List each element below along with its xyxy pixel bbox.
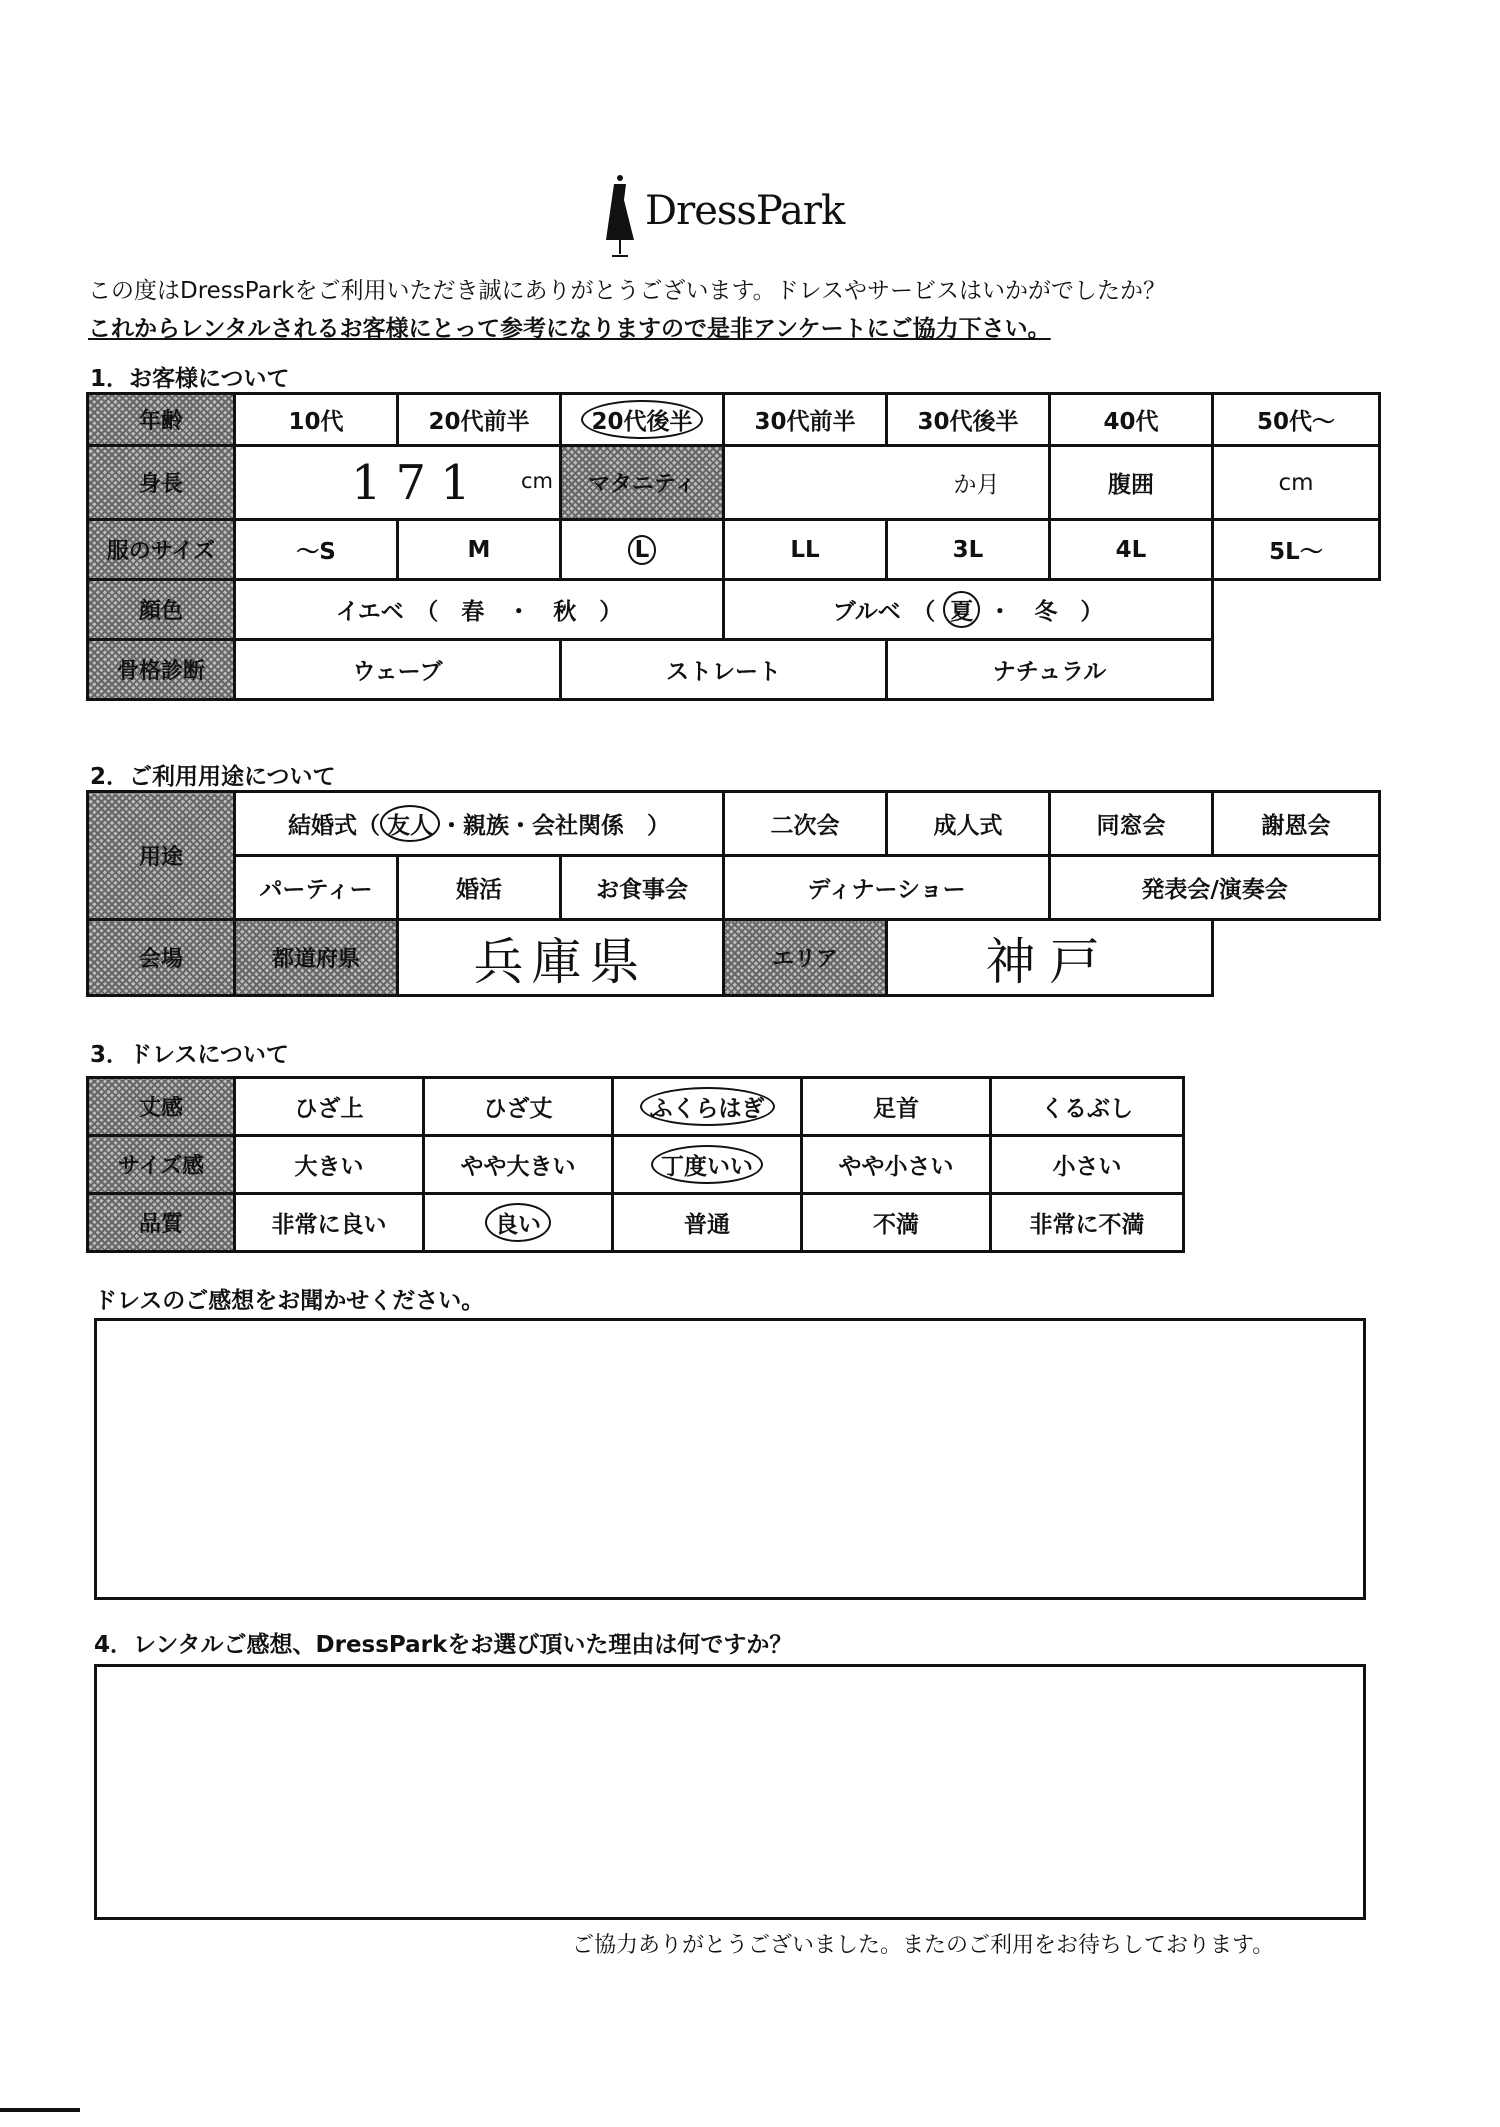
height-label: 身長 bbox=[88, 446, 235, 520]
fit-option[interactable]: やや小さい bbox=[802, 1136, 991, 1194]
purpose-table bbox=[86, 790, 1381, 997]
selection-circle: 20代後半 bbox=[581, 400, 702, 439]
purpose-option[interactable]: 謝恩会 bbox=[1213, 792, 1380, 856]
frame-label: 骨格診断 bbox=[88, 640, 235, 700]
dress-icon bbox=[600, 170, 640, 260]
blue-base-prefix: ブルベ （ bbox=[832, 599, 936, 625]
fit-option[interactable]: やや大きい bbox=[424, 1136, 613, 1194]
height-row bbox=[88, 446, 1380, 520]
fit-row bbox=[88, 1136, 1184, 1194]
venue-row bbox=[88, 920, 1380, 996]
rental-comments-box[interactable] bbox=[94, 1664, 1366, 1920]
intro-line-1: この度はDressParkをご利用いただき誠にありがとうございます。ドレスやサービスはいかがでしたか？ bbox=[88, 278, 1166, 304]
length-option[interactable]: 足首 bbox=[802, 1078, 991, 1136]
customer-table bbox=[86, 392, 1381, 701]
purpose-option[interactable]: お食事会 bbox=[561, 856, 724, 920]
area-field[interactable] bbox=[887, 920, 1213, 996]
area-label: エリア bbox=[724, 920, 887, 996]
size-option[interactable]: ～S bbox=[235, 520, 398, 580]
quality-option[interactable]: 非常に不満 bbox=[991, 1194, 1184, 1252]
yellow-base-option[interactable]: イエベ （ 春 ・ 秋 ） bbox=[235, 580, 724, 640]
selection-circle: 夏 bbox=[943, 591, 980, 628]
age-option[interactable]: 50代～ bbox=[1213, 394, 1380, 446]
age-option[interactable]: 40代 bbox=[1050, 394, 1213, 446]
logo-text: DressPark bbox=[645, 188, 845, 234]
prefecture-field[interactable] bbox=[398, 920, 724, 996]
purpose-label: 用途 bbox=[88, 792, 235, 920]
selection-circle: 友人 bbox=[380, 805, 440, 842]
dress-table bbox=[86, 1076, 1185, 1253]
purpose-option[interactable]: 成人式 bbox=[887, 792, 1050, 856]
length-option[interactable]: ひざ上 bbox=[235, 1078, 424, 1136]
fit-option[interactable]: 小さい bbox=[991, 1136, 1184, 1194]
wedding-option[interactable] bbox=[235, 792, 724, 856]
dresspark-logo bbox=[600, 170, 845, 260]
section-4-title: 4．レンタルご感想、DressParkをお選び頂いた理由は何ですか？ bbox=[94, 1632, 793, 1658]
height-field[interactable] bbox=[235, 446, 561, 520]
size-option[interactable]: 5L～ bbox=[1213, 520, 1380, 580]
age-option[interactable]: 10代 bbox=[235, 394, 398, 446]
fit-option[interactable]: 大きい bbox=[235, 1136, 424, 1194]
size-option[interactable]: LL bbox=[724, 520, 887, 580]
size-option[interactable]: 3L bbox=[887, 520, 1050, 580]
length-row bbox=[88, 1078, 1184, 1136]
maternity-label: マタニティ bbox=[561, 446, 724, 520]
scan-mark bbox=[0, 2108, 80, 2112]
blue-base-option[interactable] bbox=[724, 580, 1213, 640]
purpose-option[interactable]: 婚活 bbox=[398, 856, 561, 920]
quality-label: 品質 bbox=[88, 1194, 235, 1252]
dress-comments-prompt: ドレスのご感想をお聞かせください。 bbox=[94, 1288, 485, 1314]
height-value: 171 bbox=[351, 454, 485, 511]
waist-unit: cm bbox=[1278, 469, 1314, 496]
selection-circle: 良い bbox=[485, 1203, 551, 1242]
area-value: 神戸 bbox=[985, 932, 1114, 991]
frame-option[interactable]: ウェーブ bbox=[235, 640, 561, 700]
age-label: 年齢 bbox=[88, 394, 235, 446]
age-row bbox=[88, 394, 1380, 446]
frame-option[interactable]: ストレート bbox=[561, 640, 887, 700]
selection-circle: 丁度いい bbox=[651, 1145, 763, 1184]
purpose-option[interactable]: ディナーショー bbox=[724, 856, 1050, 920]
size-option-selected[interactable] bbox=[561, 520, 724, 580]
selection-circle: L bbox=[628, 535, 657, 565]
skin-color-row bbox=[88, 580, 1380, 640]
section-2-title: 2．ご利用用途について bbox=[90, 764, 336, 790]
section-1-title: 1．お客様について bbox=[90, 366, 290, 392]
age-option[interactable]: 20代前半 bbox=[398, 394, 561, 446]
length-option[interactable]: くるぶし bbox=[991, 1078, 1184, 1136]
maternity-field[interactable] bbox=[724, 446, 1050, 520]
closing-message: ご協力ありがとうございました。またのご利用をお待ちしております。 bbox=[572, 1933, 1275, 1958]
length-option[interactable]: ひざ丈 bbox=[424, 1078, 613, 1136]
prefecture-label: 都道府県 bbox=[235, 920, 398, 996]
purpose-row-2 bbox=[88, 856, 1380, 920]
age-option[interactable]: 30代前半 bbox=[724, 394, 887, 446]
size-option[interactable]: 4L bbox=[1050, 520, 1213, 580]
prefecture-value: 兵庫県 bbox=[473, 932, 648, 991]
quality-option[interactable]: 非常に良い bbox=[235, 1194, 424, 1252]
purpose-row-1 bbox=[88, 792, 1380, 856]
venue-label: 会場 bbox=[88, 920, 235, 996]
frame-option[interactable]: ナチュラル bbox=[887, 640, 1213, 700]
height-unit: cm bbox=[520, 469, 553, 493]
quality-row bbox=[88, 1194, 1184, 1252]
fit-label: サイズ感 bbox=[88, 1136, 235, 1194]
wedding-suffix: ・親族・会社関係 ） bbox=[440, 813, 670, 839]
waist-field[interactable] bbox=[1213, 446, 1380, 520]
size-label: 服のサイズ bbox=[88, 520, 235, 580]
age-option[interactable]: 30代後半 bbox=[887, 394, 1050, 446]
purpose-option[interactable]: 二次会 bbox=[724, 792, 887, 856]
purpose-option[interactable]: パーティー bbox=[235, 856, 398, 920]
wedding-prefix: 結婚式（ bbox=[288, 813, 380, 839]
length-option-selected[interactable] bbox=[613, 1078, 802, 1136]
intro-line-2: これからレンタルされるお客様にとって参考になりますので是非アンケートにご協力下さい。 bbox=[88, 316, 1051, 342]
size-option[interactable]: M bbox=[398, 520, 561, 580]
frame-row bbox=[88, 640, 1380, 700]
blue-base-suffix: ・ 冬 ） bbox=[988, 599, 1104, 625]
fit-option-selected[interactable] bbox=[613, 1136, 802, 1194]
length-label: 丈感 bbox=[88, 1078, 235, 1136]
maternity-unit: か月 bbox=[953, 472, 1000, 498]
section-3-title: 3．ドレスについて bbox=[90, 1042, 289, 1068]
age-option-selected[interactable] bbox=[561, 394, 724, 446]
size-row bbox=[88, 520, 1380, 580]
purpose-option[interactable]: 同窓会 bbox=[1050, 792, 1213, 856]
selection-circle: ふくらはぎ bbox=[640, 1087, 775, 1126]
color-label: 顔色 bbox=[88, 580, 235, 640]
waist-label: 腹囲 bbox=[1050, 446, 1213, 520]
purpose-option[interactable]: 発表会/演奏会 bbox=[1050, 856, 1380, 920]
quality-option[interactable]: 不満 bbox=[802, 1194, 991, 1252]
dress-comments-box[interactable] bbox=[94, 1318, 1366, 1600]
quality-option[interactable]: 普通 bbox=[613, 1194, 802, 1252]
quality-option-selected[interactable] bbox=[424, 1194, 613, 1252]
